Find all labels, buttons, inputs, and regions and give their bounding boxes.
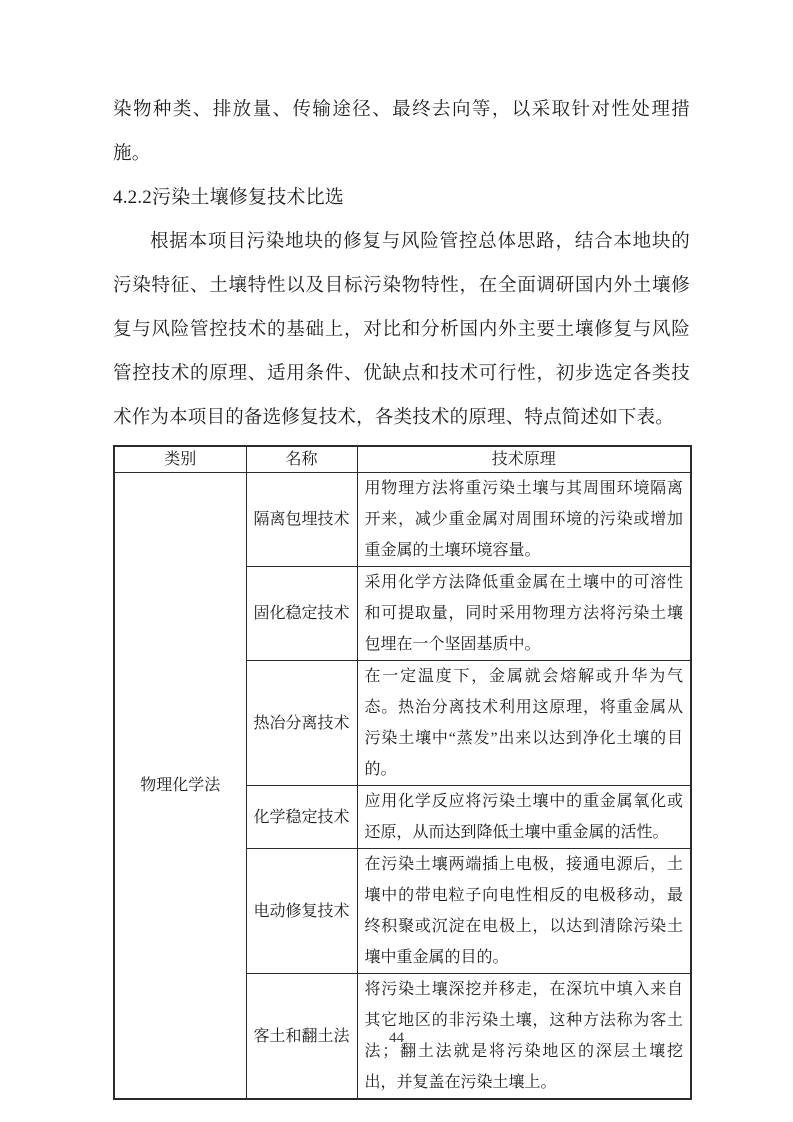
technology-table [113, 445, 692, 1100]
cell-name: 客土和翻土法 [246, 974, 357, 1100]
cell-principle: 用物理方法将重污染土壤与其周围环境隔离开来，减少重金属对周围环境的污染或增加重金属的土壤环境容量。 [357, 473, 691, 567]
cell-category: 物理化学法 [114, 473, 246, 1100]
cell-name: 隔离包埋技术 [246, 473, 357, 567]
header-name: 名称 [246, 446, 357, 473]
paragraph-body: 根据本项目污染地块的修复与风险管控总体思路，结合本地块的污染特征、土壤特性以及目标污染物特性，在全面调研国内外土壤修复与风险管控技术的基础上，对比和分析国内外主要土壤修复与风险管控技术的原理、适用条件、优缺点和技术可行性，初步选定各类技术作为本项目的备选修复技术，各类技术的原理、特点简述如下表。 [113, 232, 690, 428]
cell-name: 化学稳定技术 [246, 786, 357, 849]
table-row [114, 473, 691, 567]
header-principle: 技术原理 [357, 446, 691, 473]
cell-principle: 将污染土壤深挖并移走，在深坑中填入来自其它地区的非污染土壤，这种方法称为客土法；翻土法就是将污染地区的深层土壤挖出，并复盖在污染土壤上。 [357, 974, 691, 1100]
page-number: 44 [389, 1030, 404, 1046]
section-heading: 4.2.2污染土壤修复技术比选 [113, 187, 345, 208]
cell-principle: 在一定温度下，金属就会熔解或升华为气态。热治分离技术利用这原理，将重金属从污染土壤中“蒸发”出来以达到净化土壤的目的。 [357, 661, 691, 786]
cell-name: 电动修复技术 [246, 849, 357, 974]
table-header-row [114, 446, 691, 473]
cell-principle: 在污染土壤两端插上电极，接通电源后，土壤中的带电粒子向电性相反的电极移动，最终积聚或沉淀在电极上，以达到清除污染土壤中重金属的目的。 [357, 849, 691, 974]
cell-principle: 采用化学方法降低重金属在土壤中的可溶性和可提取量，同时采用物理方法将污染土壤包埋在一个坚固基质中。 [357, 567, 691, 661]
cell-name: 固化稳定技术 [246, 567, 357, 661]
page-content [113, 0, 690, 1100]
cell-name: 热冶分离技术 [246, 661, 357, 786]
paragraph-continuation: 染物种类、排放量、传输途径、最终去向等，以采取针对性处理措施。 [113, 100, 690, 164]
cell-principle: 应用化学反应将污染土壤中的重金属氧化或还原，从而达到降低土壤中重金属的活性。 [357, 786, 691, 849]
header-category: 类别 [114, 446, 246, 473]
